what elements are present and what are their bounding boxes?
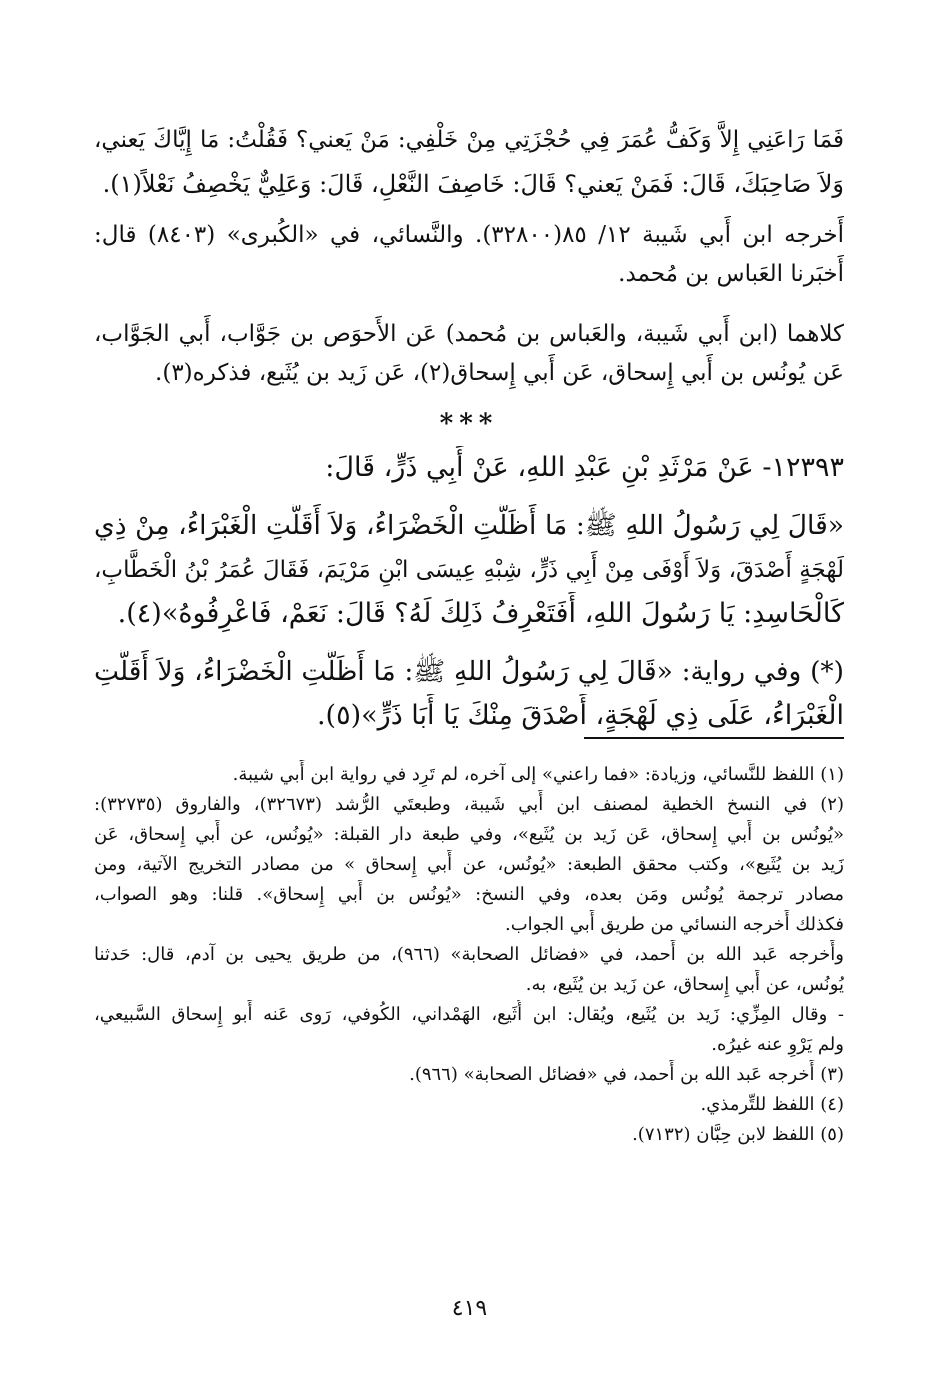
- hadith-variant-narration: [94, 650, 844, 738]
- hadith-text: [94, 504, 844, 636]
- text-line: كلاهما (ابن أَبي شَيبة، والعَباس بن مُحمد) عَن الأَحوَص بن جَوَّاب، أَبي الجَوَّاب،: [94, 321, 844, 347]
- footnote-2-line: «يُونُس بن أَبي إِسحاق، عَن زَيد بن يُثَيع»، وفي طبعة دار القبلة: «يُونُس، عن أَبي إِسحاق، عَن: [94, 824, 844, 845]
- paragraph-narration-end: [94, 118, 844, 206]
- text-line: أَخرجه ابن أَبي شَيبة ١٢/ ٨٥(٣٢٨٠٠). والنَّسائي، في «الكُبرى» (٨٤٠٣) قال:: [94, 222, 844, 248]
- footnote-divider: [584, 737, 844, 739]
- footnote-2-line: زَيد بن يُثَيع»، وكتب محقق الطبعة: «يُونُس، عن أَبي إِسحاق » من مصادر التخريج الآتية، ومن: [94, 854, 844, 875]
- text-line: الْغَبْرَاءُ، عَلَى ذِي لَهْجَةٍ، أَصْدَقَ مِنْكَ يَا أَبَا ذَرٍّ»(٥).: [316, 700, 844, 731]
- footnote-2-line: فكذلك أَخرجه النسائي من طريق أَبي الجواب.: [505, 914, 844, 935]
- footnotes: [94, 760, 844, 1150]
- separator-stars: ***: [439, 409, 499, 439]
- text-line: كَالْحَاسِدِ: يَا رَسُولَ اللهِ، أَفَتَعْرِفُ ذَلِكَ لَهُ؟ قَالَ: نَعَمْ، فَاعْرِفُوهُ»(٤).: [117, 598, 844, 629]
- footnote-1: (١) اللفظ للنَّسائي، وزيادة: «فما راعني» إلى آخره، لم تَرِد في رواية ابن أَبي شيبة.: [232, 764, 844, 785]
- text-line: وَلاَ صَاحِبَكَ، قَالَ: فَمَنْ يَعني؟ قَالَ: خَاصِفَ النَّعْلِ، قَالَ: وَعَلِيٌّ يَخْصِفُ نَعْلاً(١).: [102, 170, 844, 198]
- section-separator: [94, 404, 844, 444]
- footnote-2-line: ولم يَرْوِ عنه غيرُه.: [711, 1034, 844, 1055]
- footnote-4: (٤) اللفظ للتِّرمذي.: [700, 1094, 844, 1115]
- footnote-3: (٣) أَخرجه عَبد الله بن أَحمد، في «فضائل الصحابة» (٩٦٦).: [409, 1064, 844, 1085]
- text-line: (*) وفي رواية: «قَالَ لِي رَسُولُ اللهِ ﷺ: مَا أَظَلَّتِ الْخَضْرَاءُ، وَلاَ أَقَلَّتِ: [94, 656, 844, 687]
- footnote-5: (٥) اللفظ لابن حِبَّان (٧١٣٢).: [632, 1124, 844, 1145]
- footnote-2-line: (٢) في النسخ الخطية لمصنف ابن أَبي شَيبة، وطبعتَي الرُّشد (٣٢٦٧٣)، والفاروق (٣٢٧٣٥):: [94, 794, 844, 815]
- footnote-2-line: وأَخرجه عَبد الله بن أَحمد، في «فضائل الصحابة» (٩٦٦)، من طريق يحيى بن آدم، قال: حَدثنا: [94, 944, 844, 965]
- hadith-heading: [94, 446, 844, 490]
- text-line: أَخبَرنا العَباس بن مُحمد.: [618, 261, 844, 287]
- footnote-2-line: يُونُس، عن أَبي إِسحاق، عن زَيد بن يُثَيع، به.: [525, 974, 844, 995]
- text-line: «قَالَ لِي رَسُولُ اللهِ ﷺ: مَا أَظَلَّتِ الْخَضْرَاءُ، وَلاَ أَقَلَّتِ الْغَبْرَاءُ، مِنْ ذِي: [94, 510, 844, 541]
- footnote-2-line: - وقال المِزِّي: زَيد بن يُثَيع، ويُقال: ابن أُثَيع، الهَمْداني، الكُوفي، رَوى عَنه أَبو إِسحاق السَّبيعي،: [94, 1004, 844, 1025]
- text-line: فَمَا رَاعَنِي إِلاَّ وَكَفُّ عُمَرَ فِي حُجْزَتِي مِنْ خَلْفِي: مَنْ يَعني؟ فَقُلْتُ: مَا إِيَّاكَ يَعني،: [94, 127, 844, 153]
- text-line: عَن يُونُس بن أَبي إِسحاق، عَن أَبي إِسحاق(٢)، عَن زَيد بن يُثَيع، فذكره(٣).: [155, 360, 844, 386]
- page-number: ٤١٩: [451, 1296, 488, 1321]
- text-line: لَهْجَةٍ أَصْدَقَ، وَلاَ أَوْفَى مِنْ أَبِي ذَرٍّ، شِبْهِ عِيسَى ابْنِ مَرْيَمَ، فَقَالَ عُمَرُ بْنُ الْخَطَّابِ،: [94, 557, 844, 583]
- footnote-2-line: مصادر ترجمة يُونُس ومَن بعده، وفي النسخ: «يُونُس بن أَبي إِسحاق». قلنا: وهو الصواب،: [94, 884, 844, 905]
- takhrij-paragraph-1: [94, 216, 844, 294]
- hadith-number-heading: ١٢٣٩٣- عَنْ مَرْثَدِ بْنِ عَبْدِ اللهِ، عَنْ أَبِي ذَرٍّ، قَالَ:: [325, 452, 844, 483]
- takhrij-paragraph-2: [94, 315, 844, 393]
